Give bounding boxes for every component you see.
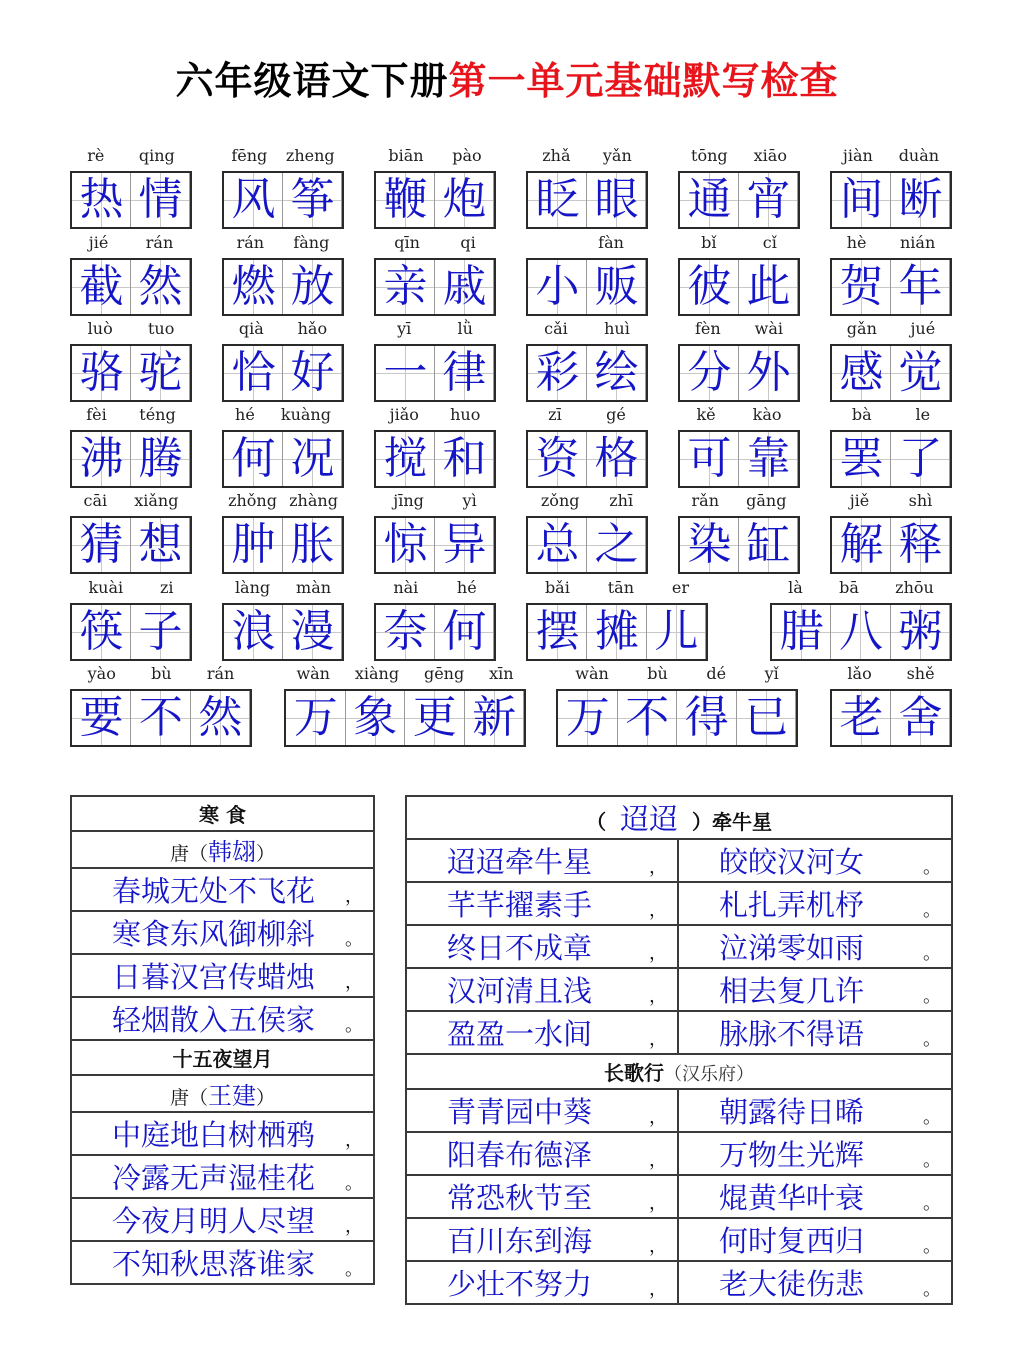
word-item: [830, 404, 952, 490]
writing-box: [70, 516, 192, 574]
poem-line: 迢迢牵牛星 ，: [406, 839, 678, 882]
pinyin: fēng zheng: [231, 146, 335, 165]
hanzi: 眨 眼: [535, 174, 639, 225]
pinyin: wàn xiàng gēng xīn: [296, 664, 514, 683]
pinyin: rǎn gāng: [691, 491, 787, 510]
word-item: [70, 577, 192, 663]
poem-row: [406, 1175, 952, 1218]
writing-box: [374, 258, 496, 316]
word-item: [374, 318, 496, 404]
hanzi: 搅 和: [383, 433, 487, 484]
pinyin: rè qing: [87, 146, 175, 165]
word-item: [678, 232, 800, 318]
hanzi: 猜 想: [79, 519, 183, 570]
writing-box: [830, 344, 952, 402]
hanzi: 总 之: [535, 519, 639, 570]
poem-title-hanshi: 寒 食: [71, 796, 374, 831]
poem-row: [406, 1089, 952, 1132]
writing-box: [556, 689, 798, 747]
poem-line: 中庭地白树栖鸦 ，: [71, 1112, 374, 1155]
poem-line: 少壮不努力 ，: [406, 1261, 678, 1304]
hanzi: 可 靠: [687, 433, 791, 484]
word-item: [526, 490, 648, 576]
hanzi: 燃 放: [231, 261, 335, 312]
poem-line: 日暮汉宫传蜡烛 ，: [71, 954, 374, 997]
pinyin: luò tuo: [87, 319, 175, 338]
poem-row: [406, 968, 952, 1011]
word-item: [222, 145, 344, 231]
poem-line: 盈盈一水间 ，: [406, 1011, 678, 1054]
writing-box: [374, 430, 496, 488]
poem-title-wangyue: 十五夜望月: [71, 1040, 374, 1075]
word-item: [222, 232, 344, 318]
title-black: 六年级语文下册: [175, 59, 449, 103]
word-item: [770, 577, 952, 663]
writing-box: [526, 171, 648, 229]
writing-box: [70, 258, 192, 316]
hanzi: 间 断: [839, 174, 943, 225]
writing-box: [526, 258, 648, 316]
pinyin: gǎn jué: [846, 319, 936, 338]
writing-box: [374, 516, 496, 574]
hanzi: 彩 绘: [535, 347, 639, 398]
pinyin: rán fàng: [236, 233, 330, 252]
writing-box: [830, 689, 952, 747]
hanzi: 何 况: [231, 433, 335, 484]
poem-line: 不知秋思落谁家 。: [71, 1241, 374, 1284]
writing-box: [374, 603, 496, 661]
page-title: [0, 50, 1014, 105]
writing-box: [678, 258, 800, 316]
word-item: [374, 145, 496, 231]
poem-line: 脉脉不得语 。: [678, 1011, 952, 1054]
writing-box: [678, 171, 800, 229]
title-fill: 迢迢: [620, 802, 679, 836]
pinyin: qīn qi: [394, 233, 476, 252]
writing-box: [830, 516, 952, 574]
hanzi: 肿 胀: [231, 519, 335, 570]
right-poem-table: [405, 795, 953, 1305]
writing-box: [770, 603, 952, 661]
pinyin: hè nián: [846, 233, 936, 252]
word-item: [678, 145, 800, 231]
writing-box: [678, 344, 800, 402]
poem-line: 万物生光辉 。: [678, 1132, 952, 1175]
pinyin: bà le: [851, 405, 931, 424]
writing-box: [526, 603, 708, 661]
poem-line: 何时复西归 。: [678, 1218, 952, 1261]
word-item: [526, 404, 648, 490]
pinyin: zī gé: [548, 405, 626, 424]
poem-line: 老大徒伤悲 。: [678, 1261, 952, 1304]
dynasty: 唐: [169, 843, 189, 865]
poem-line: 皎皎汉河女 。: [678, 839, 952, 882]
hanzi: 万 象 更 新: [293, 692, 517, 743]
hanzi: 一 律: [383, 347, 487, 398]
poem-author-row: 唐（王建）: [71, 1075, 374, 1112]
word-item: [70, 145, 192, 231]
poem-line: 今夜月明人尽望 ，: [71, 1198, 374, 1241]
poem-row: [406, 839, 952, 882]
pinyin: kuài zi: [88, 578, 174, 597]
pinyin: jiǎo huo: [389, 405, 481, 424]
hanzi: 恰 好: [231, 347, 335, 398]
hanzi: 摆 摊 儿: [535, 606, 699, 657]
writing-box: [70, 603, 192, 661]
word-item: [222, 577, 344, 663]
writing-box: [70, 344, 192, 402]
poem-line: 汉河清且浅 ，: [406, 968, 678, 1011]
pinyin: yào bù rán: [87, 664, 235, 683]
word-item: [678, 490, 800, 576]
word-item: [830, 318, 952, 404]
pinyin: wàn bù dé yǐ: [575, 664, 779, 683]
pinyin: zhǎ yǎn: [542, 146, 632, 165]
word-item: [374, 232, 496, 318]
writing-box: [70, 689, 252, 747]
pinyin: qià hǎo: [238, 319, 328, 338]
hanzi: 分 外: [687, 347, 791, 398]
word-item: [222, 318, 344, 404]
pinyin: kě kào: [696, 405, 782, 424]
word-item: [70, 232, 192, 318]
pinyin: jiě shì: [849, 491, 933, 510]
word-item: [374, 577, 496, 663]
word-item: [526, 577, 708, 663]
writing-box: [678, 430, 800, 488]
word-item: [526, 318, 648, 404]
writing-box: [222, 344, 344, 402]
word-item: [374, 490, 496, 576]
hanzi: 风 筝: [231, 174, 335, 225]
hanzi: 奈 何: [383, 606, 487, 657]
word-item: [374, 404, 496, 490]
hanzi: 彼 此: [687, 261, 791, 312]
left-poem-table: [70, 795, 375, 1285]
pinyin: jiàn duàn: [842, 146, 940, 165]
pinyin: lǎo shě: [847, 664, 935, 683]
hanzi: 浪 漫: [231, 606, 335, 657]
poem-title-qianniu: （ 迢迢 ）牵牛星: [406, 796, 952, 839]
writing-box: [830, 171, 952, 229]
hanzi: 热 情: [79, 174, 183, 225]
writing-box: [830, 430, 952, 488]
word-item: [222, 404, 344, 490]
pinyin: jīng yì: [393, 491, 477, 510]
hanzi: 资 格: [535, 433, 639, 484]
hanzi: 小 贩: [535, 261, 639, 312]
pinyin: hé kuàng: [235, 405, 331, 424]
title-red: 第一单元基础默写检查: [448, 59, 839, 103]
pinyin: fàn: [598, 233, 624, 252]
word-item: [830, 663, 952, 749]
pinyin: jié rán: [88, 233, 174, 252]
pinyin: bǐ cǐ: [701, 233, 777, 252]
hanzi: 惊 异: [383, 519, 487, 570]
hanzi: 亲 戚: [383, 261, 487, 312]
poem-row: [406, 882, 952, 925]
pinyin: fèn wài: [694, 319, 784, 338]
poem-line: 朝露待日晞 。: [678, 1089, 952, 1132]
hanzi: 罢 了: [839, 433, 943, 484]
hanzi: 万 不 得 已: [565, 692, 789, 743]
pinyin: zhǒng zhàng: [228, 491, 338, 510]
poem-line: 春城无处不飞花 ，: [71, 868, 374, 911]
dynasty: 唐: [169, 1087, 189, 1109]
poem-line: 冷露无声湿桂花 。: [71, 1155, 374, 1198]
writing-box: [526, 516, 648, 574]
pinyin: yī lǜ: [397, 319, 473, 338]
writing-box: [374, 344, 496, 402]
word-item: [830, 490, 952, 576]
word-item: [830, 232, 952, 318]
poem-line: 阳春布德泽 ，: [406, 1132, 678, 1175]
poem-line: 相去复几许 。: [678, 968, 952, 1011]
poem-line: 泣涕零如雨 。: [678, 925, 952, 968]
writing-box: [374, 171, 496, 229]
hanzi: 老 舍: [839, 692, 943, 743]
pinyin: biān pào: [388, 146, 482, 165]
pinyin: zǒng zhī: [540, 491, 634, 510]
hanzi: 截 然: [79, 261, 183, 312]
poem-row: [406, 1218, 952, 1261]
writing-box: [526, 430, 648, 488]
author-name: 王建: [208, 1082, 256, 1110]
writing-box: [678, 516, 800, 574]
poem-row: [406, 1261, 952, 1304]
hanzi: 解 释: [839, 519, 943, 570]
hanzi: 骆 驼: [79, 347, 183, 398]
poem-line: 寒食东风御柳斜 。: [71, 911, 374, 954]
word-item: [526, 232, 648, 318]
word-item: [678, 404, 800, 490]
pinyin: nài hé: [393, 578, 477, 597]
word-item: [222, 490, 344, 576]
word-item: [70, 404, 192, 490]
word-item: [526, 145, 648, 231]
writing-box: [526, 344, 648, 402]
poem-author-row: 唐（韩翃）: [71, 831, 374, 868]
hanzi: 沸 腾: [79, 433, 183, 484]
hanzi: 贺 年: [839, 261, 943, 312]
hanzi: 筷 子: [79, 606, 183, 657]
poem-row: [406, 1011, 952, 1054]
poem-line: 札扎弄机杼 。: [678, 882, 952, 925]
author-name: 韩翃: [208, 838, 256, 866]
word-item: [284, 663, 526, 749]
pinyin: fèi téng: [86, 405, 176, 424]
pinyin: là bā zhōu: [788, 578, 934, 597]
pinyin: bǎi tān er: [544, 578, 690, 597]
writing-box: [222, 516, 344, 574]
hanzi: 染 缸: [687, 519, 791, 570]
poem-line: 轻烟散入五侯家 。: [71, 997, 374, 1040]
pinyin: cǎi huì: [544, 319, 630, 338]
writing-box: [222, 603, 344, 661]
writing-box: [284, 689, 526, 747]
pinyin: cāi xiǎng: [83, 491, 179, 510]
poem-title-changgexing: 长歌行（汉乐府）: [406, 1054, 952, 1089]
hanzi: 通 宵: [687, 174, 791, 225]
word-item: [830, 145, 952, 231]
writing-box: [70, 430, 192, 488]
poem-row: [406, 1132, 952, 1175]
writing-box: [70, 171, 192, 229]
hanzi: 感 觉: [839, 347, 943, 398]
writing-box: [222, 171, 344, 229]
poem-line: 常恐秋节至 ，: [406, 1175, 678, 1218]
poem-line: 焜黄华叶衰 。: [678, 1175, 952, 1218]
hanzi: 要 不 然: [79, 692, 243, 743]
poem-line: 青青园中葵 ，: [406, 1089, 678, 1132]
pinyin: làng màn: [234, 578, 332, 597]
writing-box: [830, 258, 952, 316]
writing-box: [222, 430, 344, 488]
hanzi: 鞭 炮: [383, 174, 487, 225]
poem-row: [406, 925, 952, 968]
pinyin: tōng xiāo: [691, 146, 787, 165]
poem-line: 终日不成章 ，: [406, 925, 678, 968]
word-item: [678, 318, 800, 404]
writing-box: [222, 258, 344, 316]
hanzi: 腊 八 粥: [779, 606, 943, 657]
word-item: [70, 663, 252, 749]
poem-line: 芊芊擢素手 ，: [406, 882, 678, 925]
poem-line: 百川东到海 ，: [406, 1218, 678, 1261]
word-item: [556, 663, 798, 749]
word-item: [70, 490, 192, 576]
word-item: [70, 318, 192, 404]
